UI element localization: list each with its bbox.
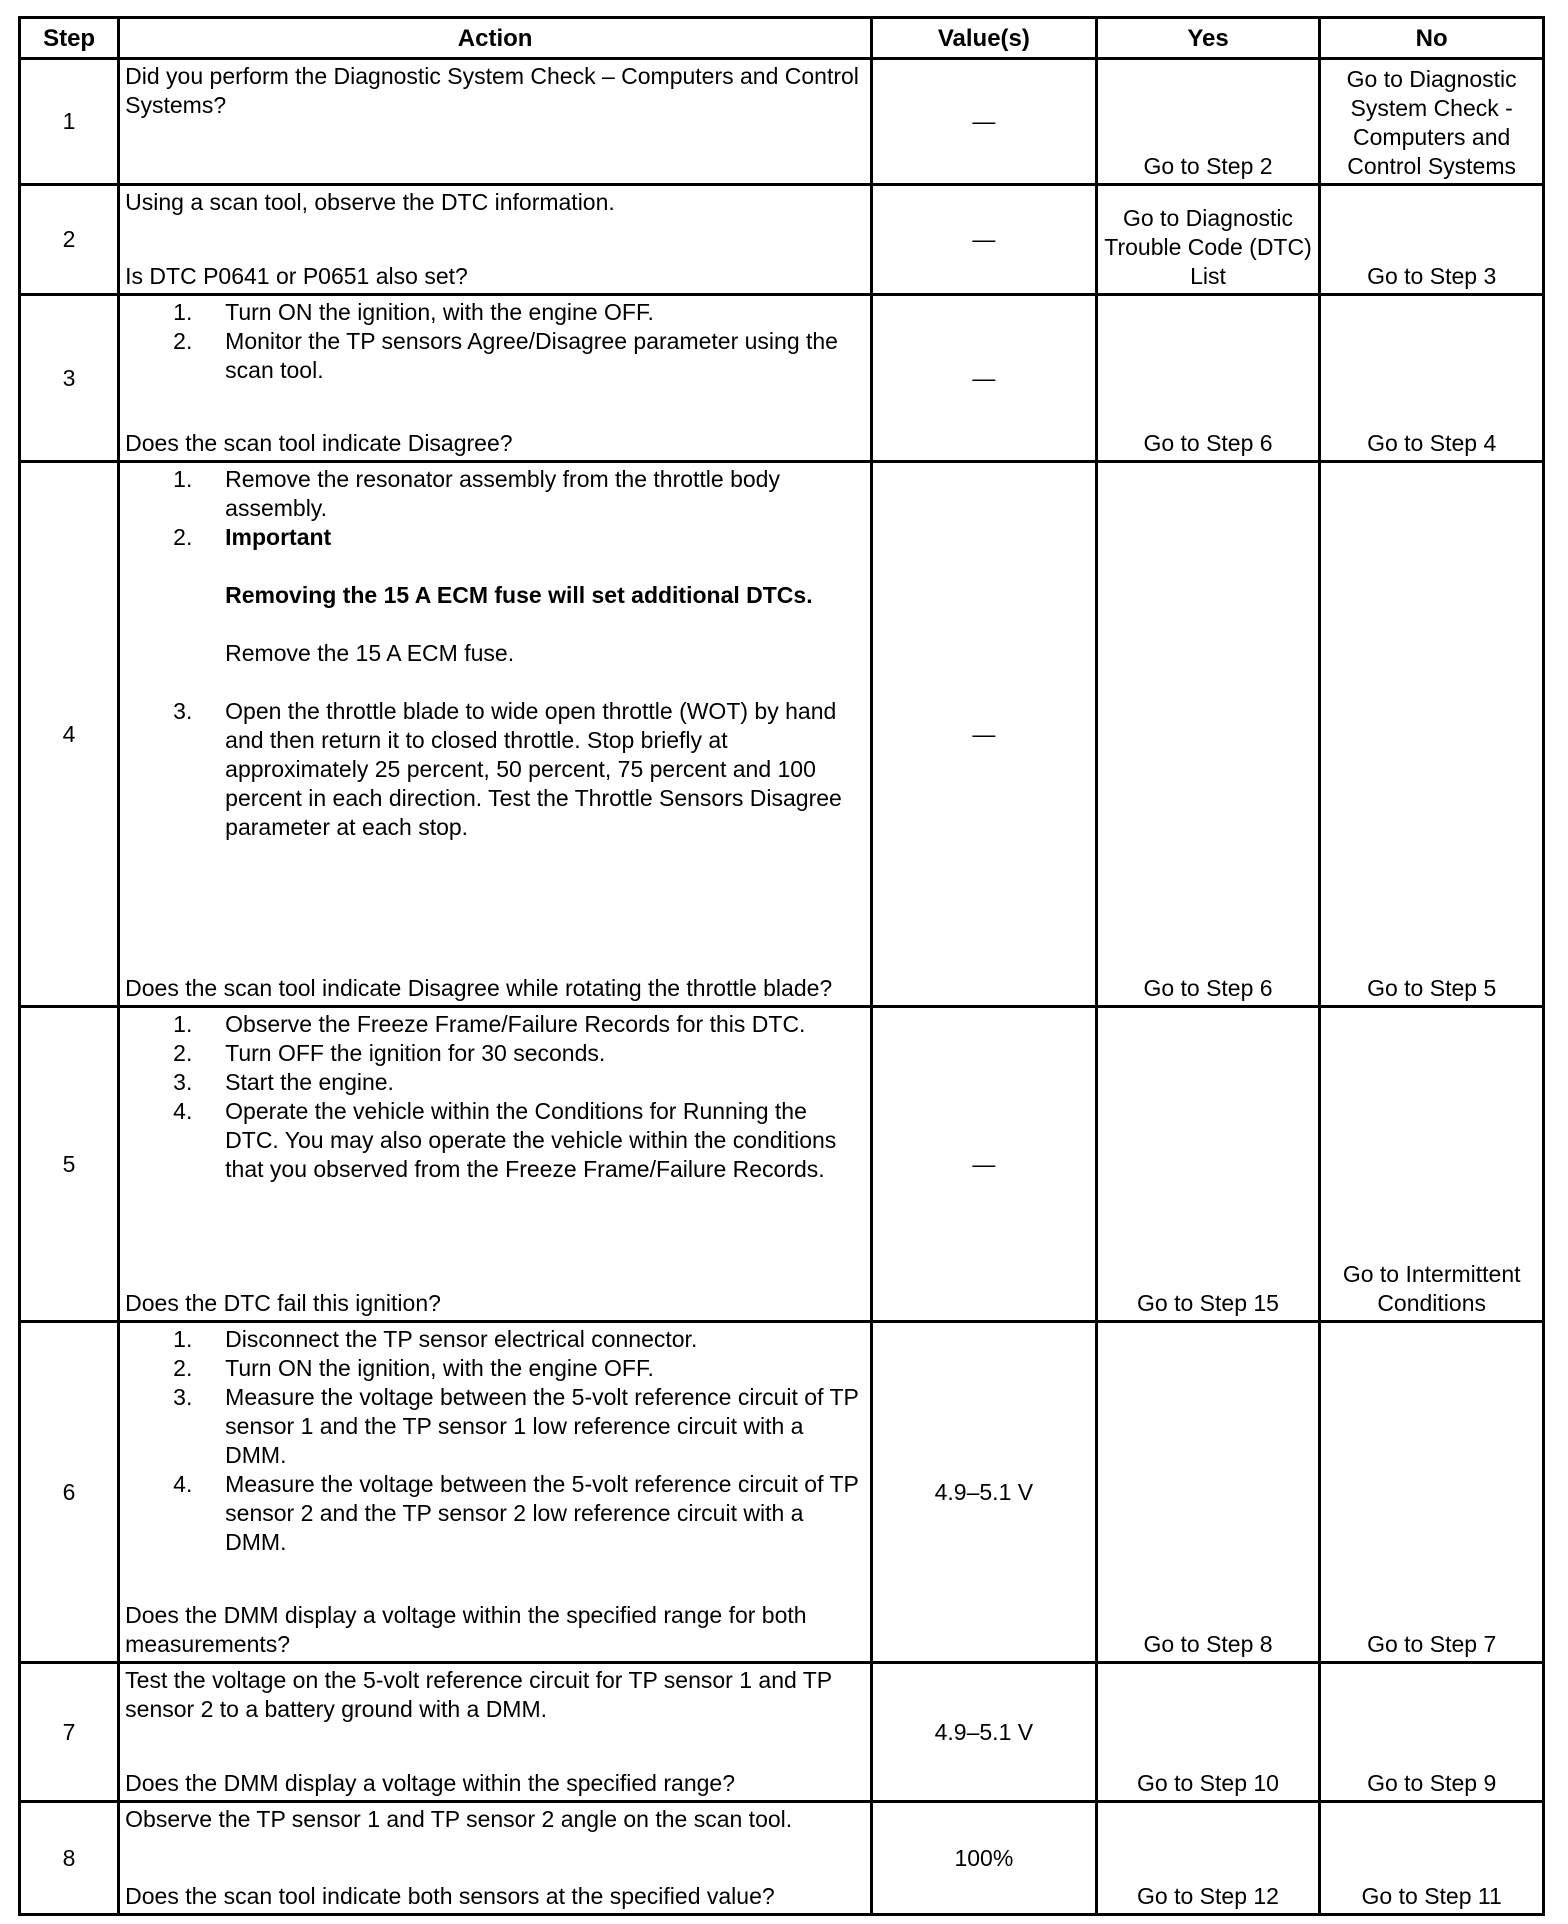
yes-cell: Go to Step 6 [1096,462,1320,1007]
table-row [20,59,1544,185]
table-row [20,185,1544,295]
step-number: 2 [20,185,119,295]
yes-cell: Go to Step 12 [1096,1802,1320,1915]
no-cell: Go to Step 7 [1320,1322,1544,1663]
yes-cell: Go to Step 15 [1096,1007,1320,1322]
action-text: Did you perform the Diagnostic System Check – Computers and Control Systems? [125,63,859,118]
list-item: 4. Operate the vehicle within the Conditions for Running the DTC. You may also operate the vehicle within the conditions that you observed from the Freeze Frame/Failure Records. [173,1098,837,1182]
value-cell: — [872,462,1097,1007]
list-item: 3. Open the throttle blade to wide open throttle (WOT) by hand and then return it to closed throttle. Stop briefly at approximately 25 percent, 50 percent, 75 percent and 100 percent in each direction. Test the Throttle Sensors Disagree parameter at each stop. [173,698,842,840]
table-row [20,1007,1544,1322]
table-row [20,295,1544,462]
value-cell: — [872,295,1097,462]
header-yes: Yes [1096,18,1320,59]
action-cell [119,295,872,462]
no-cell: Go to Step 4 [1320,295,1544,462]
action-text: Test the voltage on the 5-volt reference circuit for TP sensor 1 and TP sensor 2 to a battery ground with a DMM. [125,1667,832,1722]
list-item: 2. Turn ON the ignition, with the engine OFF. [173,1355,654,1381]
step-number: 4 [20,462,119,1007]
action-question: Does the DMM display a voltage within the specified range? [125,1770,735,1796]
list-item: 2. Turn OFF the ignition for 30 seconds. [173,1040,606,1066]
value-cell: 4.9–5.1 V [872,1322,1097,1663]
action-cell [119,1802,872,1915]
action-cell [119,1663,872,1802]
important-instruction: Remove the 15 A ECM fuse. [225,640,515,666]
action-cell [119,1322,872,1663]
list-item: 4. Measure the voltage between the 5-volt reference circuit of TP sensor 2 and the TP sensor 2 low reference circuit with a DMM. [173,1471,859,1555]
action-cell [119,185,872,295]
no-cell: Go to Diagnostic System Check - Computers and Control Systems [1320,59,1544,185]
action-question: Does the scan tool indicate both sensors at the specified value? [125,1883,775,1909]
action-question: Does the DTC fail this ignition? [125,1290,441,1316]
important-title: Important [225,524,332,550]
no-cell: Go to Intermittent Conditions [1320,1007,1544,1322]
list-item: 1. Observe the Freeze Frame/Failure Records for this DTC. [173,1011,806,1037]
action-question: Does the DMM display a voltage within the specified range for both measurements? [125,1602,807,1657]
list-item: 2. Important Removing the 15 A ECM fuse will set additional DTCs. Remove the 15 A ECM fuse. [125,523,864,697]
step-number: 1 [20,59,119,185]
step-number: 6 [20,1322,119,1663]
action-cell [119,462,872,1007]
no-cell: Go to Step 9 [1320,1663,1544,1802]
header-step: Step [20,18,119,59]
no-cell: Go to Step 5 [1320,462,1544,1007]
action-cell [119,59,872,185]
action-text: Observe the TP sensor 1 and TP sensor 2 angle on the scan tool. [125,1806,793,1832]
list-item: 1. Disconnect the TP sensor electrical connector. [173,1326,698,1352]
step-number: 7 [20,1663,119,1802]
important-warning: Removing the 15 A ECM fuse will set additional DTCs. [225,582,813,608]
yes-cell: Go to Step 2 [1096,59,1320,185]
table-row [20,1322,1544,1663]
list-item: 2. Monitor the TP sensors Agree/Disagree parameter using the scan tool. [173,328,838,383]
no-cell: Go to Step 3 [1320,185,1544,295]
no-cell: Go to Step 11 [1320,1802,1544,1915]
table-row [20,1802,1544,1915]
yes-cell: Go to Step 8 [1096,1322,1320,1663]
value-cell: — [872,185,1097,295]
step-number: 8 [20,1802,119,1915]
value-cell: — [872,1007,1097,1322]
yes-cell: Go to Step 6 [1096,295,1320,462]
action-question: Does the scan tool indicate Disagree? [125,430,513,456]
yes-cell: Go to Diagnostic Trouble Code (DTC) List [1096,185,1320,295]
step-number: 3 [20,295,119,462]
diagnostic-table [18,16,1545,1916]
value-cell: — [872,59,1097,185]
yes-cell: Go to Step 10 [1096,1663,1320,1802]
header-row [20,18,1544,59]
table-row [20,1663,1544,1802]
action-text: Using a scan tool, observe the DTC information. [125,189,615,215]
list-item: 3. Start the engine. [173,1069,394,1095]
list-item: 1. Turn ON the ignition, with the engine OFF. [173,299,654,325]
list-item: 3. Measure the voltage between the 5-volt reference circuit of TP sensor 1 and the TP sensor 1 low reference circuit with a DMM. [173,1384,859,1468]
value-cell: 4.9–5.1 V [872,1663,1097,1802]
header-action: Action [119,18,872,59]
table-row [20,462,1544,1007]
action-question: Does the scan tool indicate Disagree while rotating the throttle blade? [125,975,833,1001]
header-values: Value(s) [872,18,1097,59]
list-item: 1. Remove the resonator assembly from the throttle body assembly. [173,466,780,521]
action-cell [119,1007,872,1322]
step-number: 5 [20,1007,119,1322]
header-no: No [1320,18,1544,59]
action-question: Is DTC P0641 or P0651 also set? [125,263,468,289]
value-cell: 100% [872,1802,1097,1915]
